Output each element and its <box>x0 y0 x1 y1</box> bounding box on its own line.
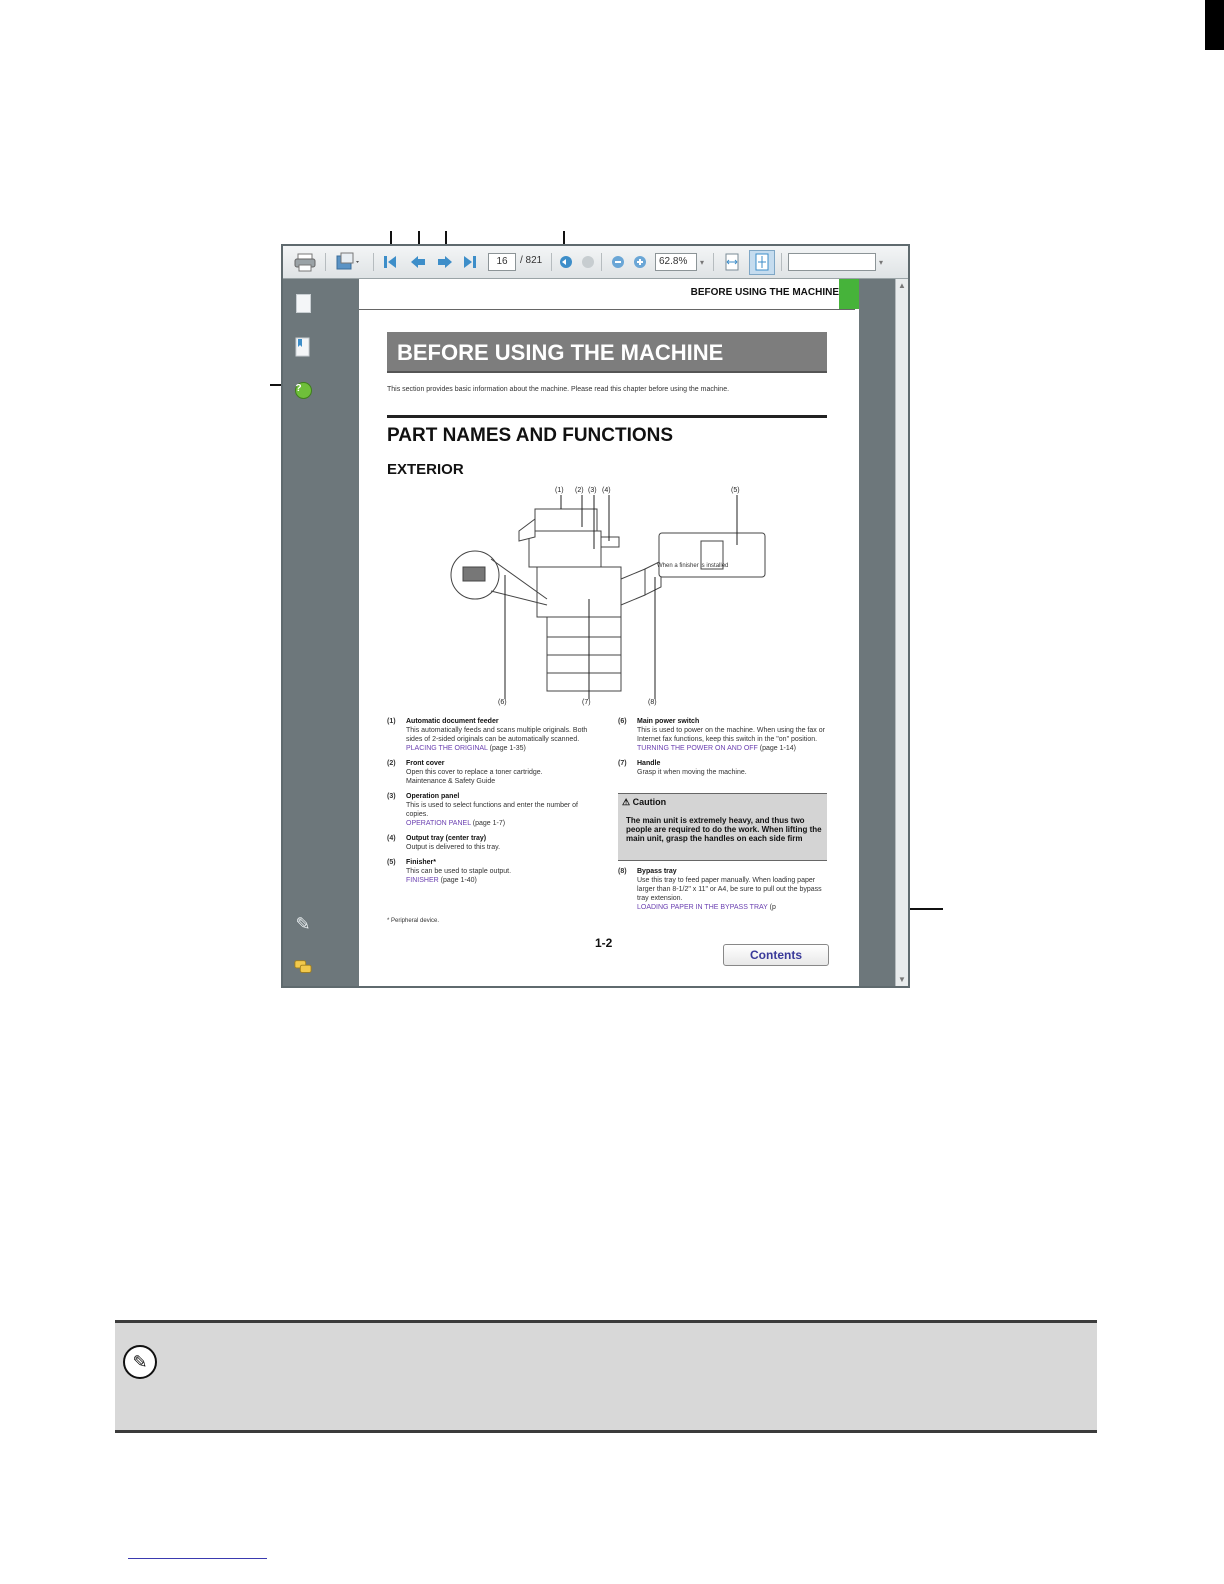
viewer-gutter <box>859 279 895 988</box>
left-parts-list <box>387 717 599 891</box>
item-link[interactable]: TURNING THE POWER ON AND OFF <box>637 745 758 752</box>
viewer-toolbar <box>283 246 908 279</box>
item-text: This is used to select functions and enter the number of copies. <box>406 802 578 818</box>
item-text: This can be used to staple output. <box>406 868 512 875</box>
list-item <box>618 717 827 753</box>
bottom-link-underline <box>128 1558 267 1559</box>
chevron-down-icon[interactable]: ▾ <box>878 257 883 267</box>
share-icon[interactable] <box>333 252 363 272</box>
previous-page-icon[interactable] <box>408 252 428 272</box>
chapter-tab <box>839 279 859 309</box>
item-title: Handle <box>637 760 661 767</box>
callout-label: (8) <box>648 699 657 706</box>
callout-label: (2) <box>575 487 584 494</box>
comments-icon[interactable] <box>294 957 312 977</box>
toolbar-separator <box>781 253 782 271</box>
printer-icon[interactable] <box>293 252 317 272</box>
scroll-down-icon[interactable]: ▼ <box>898 975 906 984</box>
callout-label: (7) <box>582 699 591 706</box>
contents-button[interactable]: Contents <box>723 944 829 966</box>
item-link[interactable]: PLACING THE ORIGINAL <box>406 745 488 752</box>
finisher-note: When a finisher is installed <box>657 563 729 569</box>
warning-icon: ⚠ <box>622 797 631 807</box>
item-title: Automatic document feeder <box>406 718 499 725</box>
toolbar-separator <box>713 253 714 271</box>
item-title: Bypass tray <box>637 868 677 875</box>
list-item <box>387 759 599 786</box>
item-link[interactable]: FINISHER <box>406 877 439 884</box>
item-text: Grasp it when moving the machine. <box>637 769 747 776</box>
callout-label: (6) <box>498 699 507 706</box>
right-parts-list <box>618 717 827 783</box>
last-page-icon[interactable] <box>461 252 479 272</box>
fit-page-icon <box>751 252 773 272</box>
document-page <box>359 279 859 988</box>
item-title: Front cover <box>406 760 445 767</box>
machine-illustration <box>449 489 769 709</box>
callout-label: (4) <box>602 487 611 494</box>
item-ref: (page 1-35) <box>489 745 526 752</box>
fit-width-icon[interactable] <box>721 252 743 272</box>
pdf-viewer-window <box>281 244 910 988</box>
item-title: Finisher* <box>406 859 436 866</box>
list-item <box>618 867 827 912</box>
subsection-title: EXTERIOR <box>387 461 464 478</box>
item-number: (1) <box>387 718 396 725</box>
item-text: Open this cover to replace a toner cartridge. <box>406 769 543 776</box>
first-page-icon[interactable] <box>381 252 399 272</box>
page-number: 1-2 <box>595 936 613 950</box>
item-ref: (page 1-40) <box>440 877 477 884</box>
attachments-icon[interactable]: ✎ <box>295 913 311 934</box>
item-title: Output tray (center tray) <box>406 835 487 842</box>
pages-icon[interactable] <box>294 293 312 313</box>
header-rule <box>359 309 855 310</box>
list-item <box>387 834 599 852</box>
item-ref: Maintenance & Safety Guide <box>406 778 496 785</box>
vertical-scrollbar[interactable] <box>895 279 908 988</box>
next-page-icon[interactable] <box>435 252 455 272</box>
list-item <box>618 759 827 777</box>
item-text: Use this tray to feed paper manually. When loading paper larger than 8-1/2" x 11" or A4, be sure to pull out the bypass tray extension. <box>637 877 822 902</box>
page-total-label: / 821 <box>520 255 543 266</box>
bypass-item <box>618 867 827 918</box>
chapter-title: BEFORE USING THE MACHINE <box>387 332 827 373</box>
zoom-level-field[interactable]: 62.8% <box>655 253 697 271</box>
item-ref: (page 1-14) <box>759 745 796 752</box>
find-input[interactable] <box>788 253 876 271</box>
item-link[interactable]: LOADING PAPER IN THE BYPASS TRAY <box>637 904 768 911</box>
callout-label: (5) <box>731 487 740 494</box>
toolbar-separator <box>325 253 326 271</box>
list-item <box>387 792 599 828</box>
item-number: (3) <box>387 793 396 800</box>
caution-heading <box>622 797 666 808</box>
item-number: (4) <box>387 835 396 842</box>
item-text: Output is delivered to this tray. <box>406 844 501 851</box>
toolbar-separator <box>373 253 374 271</box>
item-ref: (page 1-7) <box>472 820 506 827</box>
scroll-up-icon[interactable]: ▲ <box>898 281 906 290</box>
caution-title: Caution <box>632 797 667 807</box>
bookmarks-icon[interactable] <box>294 337 312 357</box>
item-number: (5) <box>387 859 396 866</box>
navigation-panel <box>283 279 357 988</box>
page-running-header: BEFORE USING THE MACHINE <box>690 287 839 298</box>
item-link[interactable]: OPERATION PANEL <box>406 820 471 827</box>
item-number: (6) <box>618 718 627 725</box>
item-text: This automatically feeds and scans multiple originals. Both sides of 2-sided originals can be automatically scanned. <box>406 727 588 743</box>
go-back-icon[interactable] <box>557 252 575 272</box>
chevron-down-icon[interactable]: ▾ <box>699 257 704 267</box>
list-item <box>387 717 599 753</box>
caution-text: The main unit is extremely heavy, and thus two people are required to do the work. When lifting the main unit, grasp the handles on each side firm <box>626 816 822 843</box>
pencil-note-icon: ✎ <box>123 1345 157 1379</box>
help-icon[interactable]: ? <box>294 380 312 400</box>
section-title: PART NAMES AND FUNCTIONS <box>387 425 674 446</box>
item-number: (2) <box>387 760 396 767</box>
footnote: * Peripheral device. <box>387 918 440 924</box>
item-ref: (p <box>769 904 776 911</box>
item-number: (8) <box>618 868 627 875</box>
go-forward-icon[interactable] <box>579 252 597 272</box>
item-title: Operation panel <box>406 793 460 800</box>
page-edge-tab <box>1205 0 1224 50</box>
toolbar-separator <box>601 253 602 271</box>
zoom-in-icon[interactable] <box>631 252 649 272</box>
item-title: Main power switch <box>637 718 700 725</box>
callout-label: (1) <box>555 487 564 494</box>
list-item <box>387 858 599 885</box>
note-box <box>115 1320 1097 1433</box>
callout-label: (3) <box>588 487 597 494</box>
item-number: (7) <box>618 760 627 767</box>
item-text: This is used to power on the machine. When using the fax or Internet fax functions, keep this switch in the "on" position. <box>637 727 825 743</box>
page-number-input[interactable]: 16 <box>488 253 516 271</box>
intro-text: This section provides basic information about the machine. Please read this chapter before using the machine. <box>387 386 730 393</box>
caution-box <box>618 793 827 861</box>
section-rule <box>387 415 827 418</box>
toolbar-separator <box>551 253 552 271</box>
zoom-out-icon[interactable] <box>609 252 627 272</box>
